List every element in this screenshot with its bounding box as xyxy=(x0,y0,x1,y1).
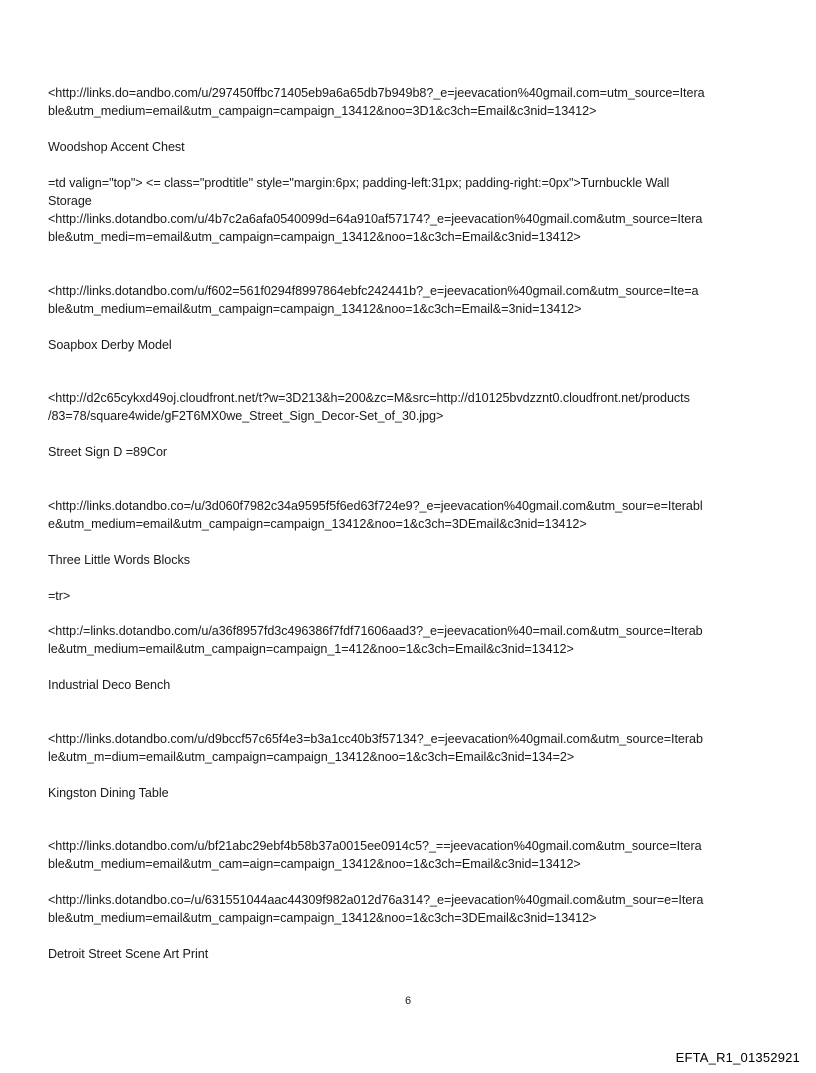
text-line: <http://links.dotandbo.co=/u/3d060f7982c34a9595f5f6ed63f724e9?_e=jeevacation%40gmail.com&utm_sour=e=Iterabl xyxy=(48,499,703,513)
text-line: <http://links.dotandbo.com/u/4b7c2a6afa0540099d=64a910af57174?_e=jeevacation%40gmail.com&utm_source=Itera xyxy=(48,212,703,226)
product-title xyxy=(48,138,770,156)
tracking-link xyxy=(48,84,770,120)
text-line: ble&utm_medium=email&utm_campaign=campaign_13412&noo=3D1&c3ch=Email&c3nid=13412> xyxy=(48,104,597,118)
product-title xyxy=(48,443,770,461)
text-line: =tr> xyxy=(48,589,71,603)
tracking-link xyxy=(48,497,770,533)
text-line: <http:/=links.dotandbo.com/u/a36f8957fd3c496386f7fdf71606aad3?_e=jeevacation%40=mail.com&utm_source=Iterab xyxy=(48,624,703,638)
text-line: le&utm_medium=email&utm_campaign=campaign_1=412&noo=1&c3ch=Email&c3nid=13412> xyxy=(48,642,574,656)
document-id: EFTA_R1_01352921 xyxy=(675,1050,800,1065)
tracking-link xyxy=(48,837,770,873)
text-line: <http://links.dotandbo.com/u/f602=561f0294f8997864ebfc242441b?_e=jeevacation%40gmail.com&utm_source=Ite=a xyxy=(48,284,699,298)
product-title xyxy=(48,784,770,802)
html-fragment xyxy=(48,587,770,605)
product-title xyxy=(48,676,770,694)
text-line: ble&utm_medium=email&utm_campaign=campaign_13412&noo=1&c3ch=Email&=3nid=13412> xyxy=(48,302,582,316)
text-line: le&utm_m=dium=email&utm_campaign=campaign_13412&noo=1&c3ch=Email&c3nid=134=2> xyxy=(48,750,575,764)
text-line: Kingston Dining Table xyxy=(48,786,169,800)
text-line: e&utm_medium=email&utm_campaign=campaign_13412&noo=1&c3ch=3DEmail&c3nid=13412> xyxy=(48,517,587,531)
text-line: /83=78/square4wide/gF2T6MX0we_Street_Sign_Decor-Set_of_30.jpg> xyxy=(48,409,444,423)
product-title xyxy=(48,336,770,354)
text-line: Woodshop Accent Chest xyxy=(48,140,185,154)
text-line: <http://links.dotandbo.com/u/d9bccf57c65f4e3=b3a1cc40b3f57134?_e=jeevacation%40gmail.com&utm_source=Iterab xyxy=(48,732,703,746)
text-line: Soapbox Derby Model xyxy=(48,338,172,352)
text-line: ble&utm_medium=email&utm_campaign=campaign_13412&noo=1&c3ch=3DEmail&c3nid=13412> xyxy=(48,911,597,925)
image-link xyxy=(48,389,770,425)
tracking-link xyxy=(48,891,770,927)
page-number: 6 xyxy=(404,995,412,1007)
text-line: <http://links.dotandbo.co=/u/631551044aac44309f982a012d76a314?_e=jeevacation%40gmail.com&utm_sour=e=Itera xyxy=(48,893,704,907)
text-line: <http://d2c65cykxd49oj.cloudfront.net/t?w=3D213&h=200&zc=M&src=http://d10125bvdzznt0.cloudfront.net/products xyxy=(48,391,690,405)
product-title xyxy=(48,945,770,963)
text-line: <http://links.do=andbo.com/u/297450ffbc71405eb9a6a65db7b949b8?_e=jeevacation%40gmail.com=utm_source=Itera xyxy=(48,86,705,100)
text-line: Storage xyxy=(48,194,92,208)
html-fragment xyxy=(48,174,770,246)
text-line: Industrial Deco Bench xyxy=(48,678,171,692)
text-line: Street Sign D =89Cor xyxy=(48,445,168,459)
product-title xyxy=(48,551,770,569)
text-line: =td valign="top"> <= class="prodtitle" style="margin:6px; padding-left:31px; padding-right:=0px">Turnbuckle Wall xyxy=(48,176,670,190)
text-line: ble&utm_medi=m=email&utm_campaign=campaign_13412&noo=1&c3ch=Email&c3nid=13412> xyxy=(48,230,581,244)
text-line: <http://links.dotandbo.com/u/bf21abc29ebf4b58b37a0015ee0914c5?_==jeevacation%40gmail.com&utm_source=Itera xyxy=(48,839,702,853)
tracking-link xyxy=(48,622,770,658)
text-line: ble&utm_medium=email&utm_cam=aign=campaign_13412&noo=1&c3ch=Email&c3nid=13412> xyxy=(48,857,581,871)
tracking-link xyxy=(48,730,770,766)
text-line: Three Little Words Blocks xyxy=(48,553,190,567)
text-line: Detroit Street Scene Art Print xyxy=(48,947,209,961)
tracking-link xyxy=(48,282,770,318)
